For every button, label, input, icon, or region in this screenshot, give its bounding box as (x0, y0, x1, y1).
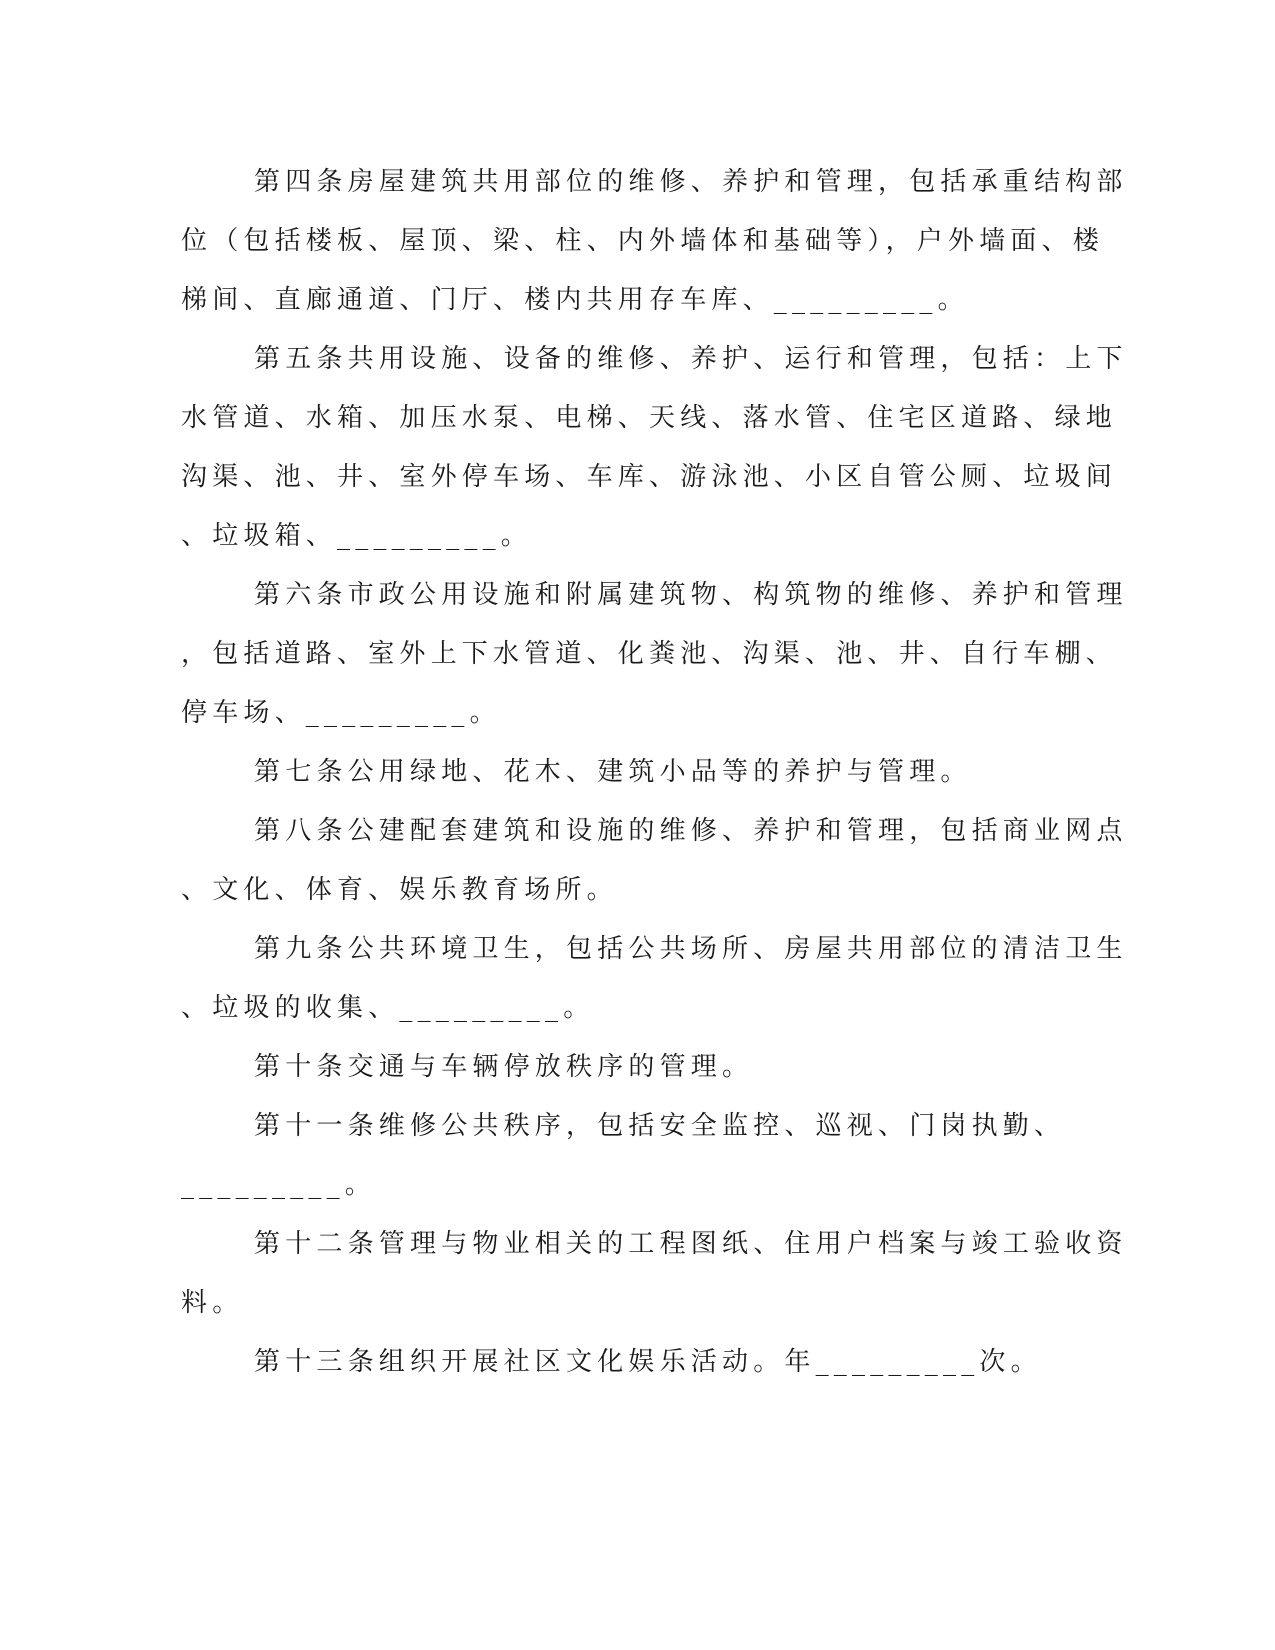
text-line: ，包括道路、室外上下水管道、化粪池、沟渠、池、井、自行车棚、 (181, 639, 1118, 669)
text-line: 、文化、体育、娱乐教育场所。 (181, 875, 618, 905)
text-line: 第九条公共环境卫生，包括公共场所、房屋共用部位的清洁卫生 (254, 934, 1128, 964)
text-line: 沟渠、池、井、室外停车场、车库、游泳池、小区自管公厕、垃圾间 (181, 462, 1118, 492)
text-line: 第五条共用设施、设备的维修、养护、运行和管理，包括：上下 (254, 344, 1128, 374)
text-line: 第十条交通与车辆停放秩序的管理。 (254, 1052, 754, 1082)
text-line: 第十三条组织开展社区文化娱乐活动。年_________次。 (254, 1347, 1042, 1377)
text-line: 第六条市政公用设施和附属建筑物、构筑物的维修、养护和管理 (254, 580, 1128, 610)
text-line: 位（包括楼板、屋顶、梁、柱、内外墙体和基础等），户外墙面、楼 (181, 226, 1105, 256)
text-line: 停车场、_________。 (181, 698, 501, 728)
text-line: _________。 (181, 1170, 376, 1200)
text-line: 、垃圾箱、_________。 (181, 521, 533, 551)
text-line: 、垃圾的收集、_________。 (181, 993, 595, 1023)
text-line: 第八条公建配套建筑和设施的维修、养护和管理，包括商业网点 (254, 816, 1128, 846)
text-line: 水管道、水箱、加压水泵、电梯、天线、落水管、住宅区道路、绿地 (181, 403, 1118, 433)
text-line: 第四条房屋建筑共用部位的维修、养护和管理，包括承重结构部 (254, 167, 1128, 197)
text-line: 梯间、直廊通道、门厅、楼内共用存车库、_________。 (181, 285, 969, 315)
text-line: 第十二条管理与物业相关的工程图纸、住用户档案与竣工验收资 (254, 1229, 1128, 1259)
text-line: 第十一条维修公共秩序，包括安全监控、巡视、门岗执勤、 (254, 1111, 1066, 1141)
text-line: 第七条公用绿地、花木、建筑小品等的养护与管理。 (254, 757, 972, 787)
document-body (181, 153, 1128, 1392)
text-line: 料。 (181, 1288, 244, 1318)
